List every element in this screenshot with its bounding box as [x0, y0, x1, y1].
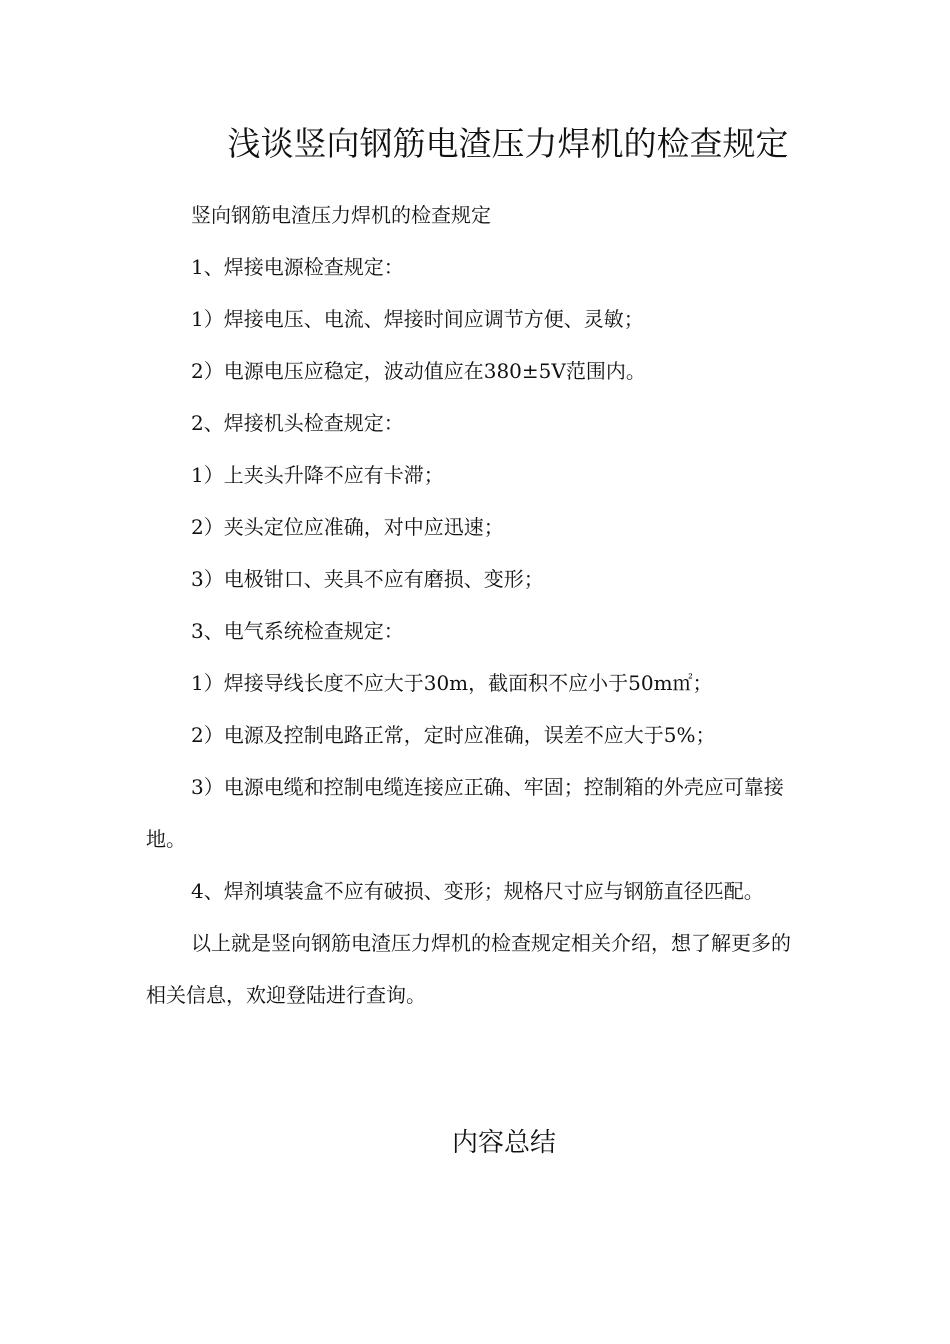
summary-heading: 内容总结 [451, 1128, 556, 1158]
paragraph-section-2-item-3: 3）电极钳口、夹具不应有磨损、变形； [191, 567, 544, 591]
paragraph-section-3-heading: 3、电气系统检查规定： [191, 619, 404, 643]
paragraph-section-4: 4、焊剂填装盒不应有破损、变形；规格尺寸应与钢筋直径匹配。 [191, 879, 764, 903]
paragraph-subtitle: 竖向钢筋电渣压力焊机的检查规定 [191, 203, 491, 227]
document-body [146, 189, 806, 1021]
paragraph-section-1-item-2: 2）电源电压应稳定，波动值应在380±5V范围内。 [191, 359, 646, 383]
paragraph-section-3-item-2: 2）电源及控制电路正常，定时应准确，误差不应大于5%； [191, 723, 716, 747]
paragraph-section-1-item-1: 1）焊接电压、电流、焊接时间应调节方便、灵敏； [191, 307, 644, 331]
paragraph-section-2-item-2: 2）夹头定位应准确，对中应迅速； [191, 515, 504, 539]
paragraph-section-2-heading: 2、焊接机头检查规定： [191, 411, 404, 435]
paragraph-section-2-item-1: 1）上夹头升降不应有卡滞； [191, 463, 444, 487]
document-title: 浅谈竖向钢筋电渣压力焊机的检查规定 [227, 124, 789, 163]
paragraph-conclusion: 以上就是竖向钢筋电渣压力焊机的检查规定相关介绍，想了解更多的相关信息，欢迎登陆进行查询。 [146, 931, 791, 1007]
paragraph-section-1-heading: 1、焊接电源检查规定： [191, 255, 404, 279]
paragraph-section-3-item-3: 3）电源电缆和控制电缆连接应正确、牢固；控制箱的外壳应可靠接地。 [146, 775, 784, 851]
paragraph-section-3-item-1: 1）焊接导线长度不应大于30m，截面积不应小于50m㎡； [191, 671, 713, 695]
